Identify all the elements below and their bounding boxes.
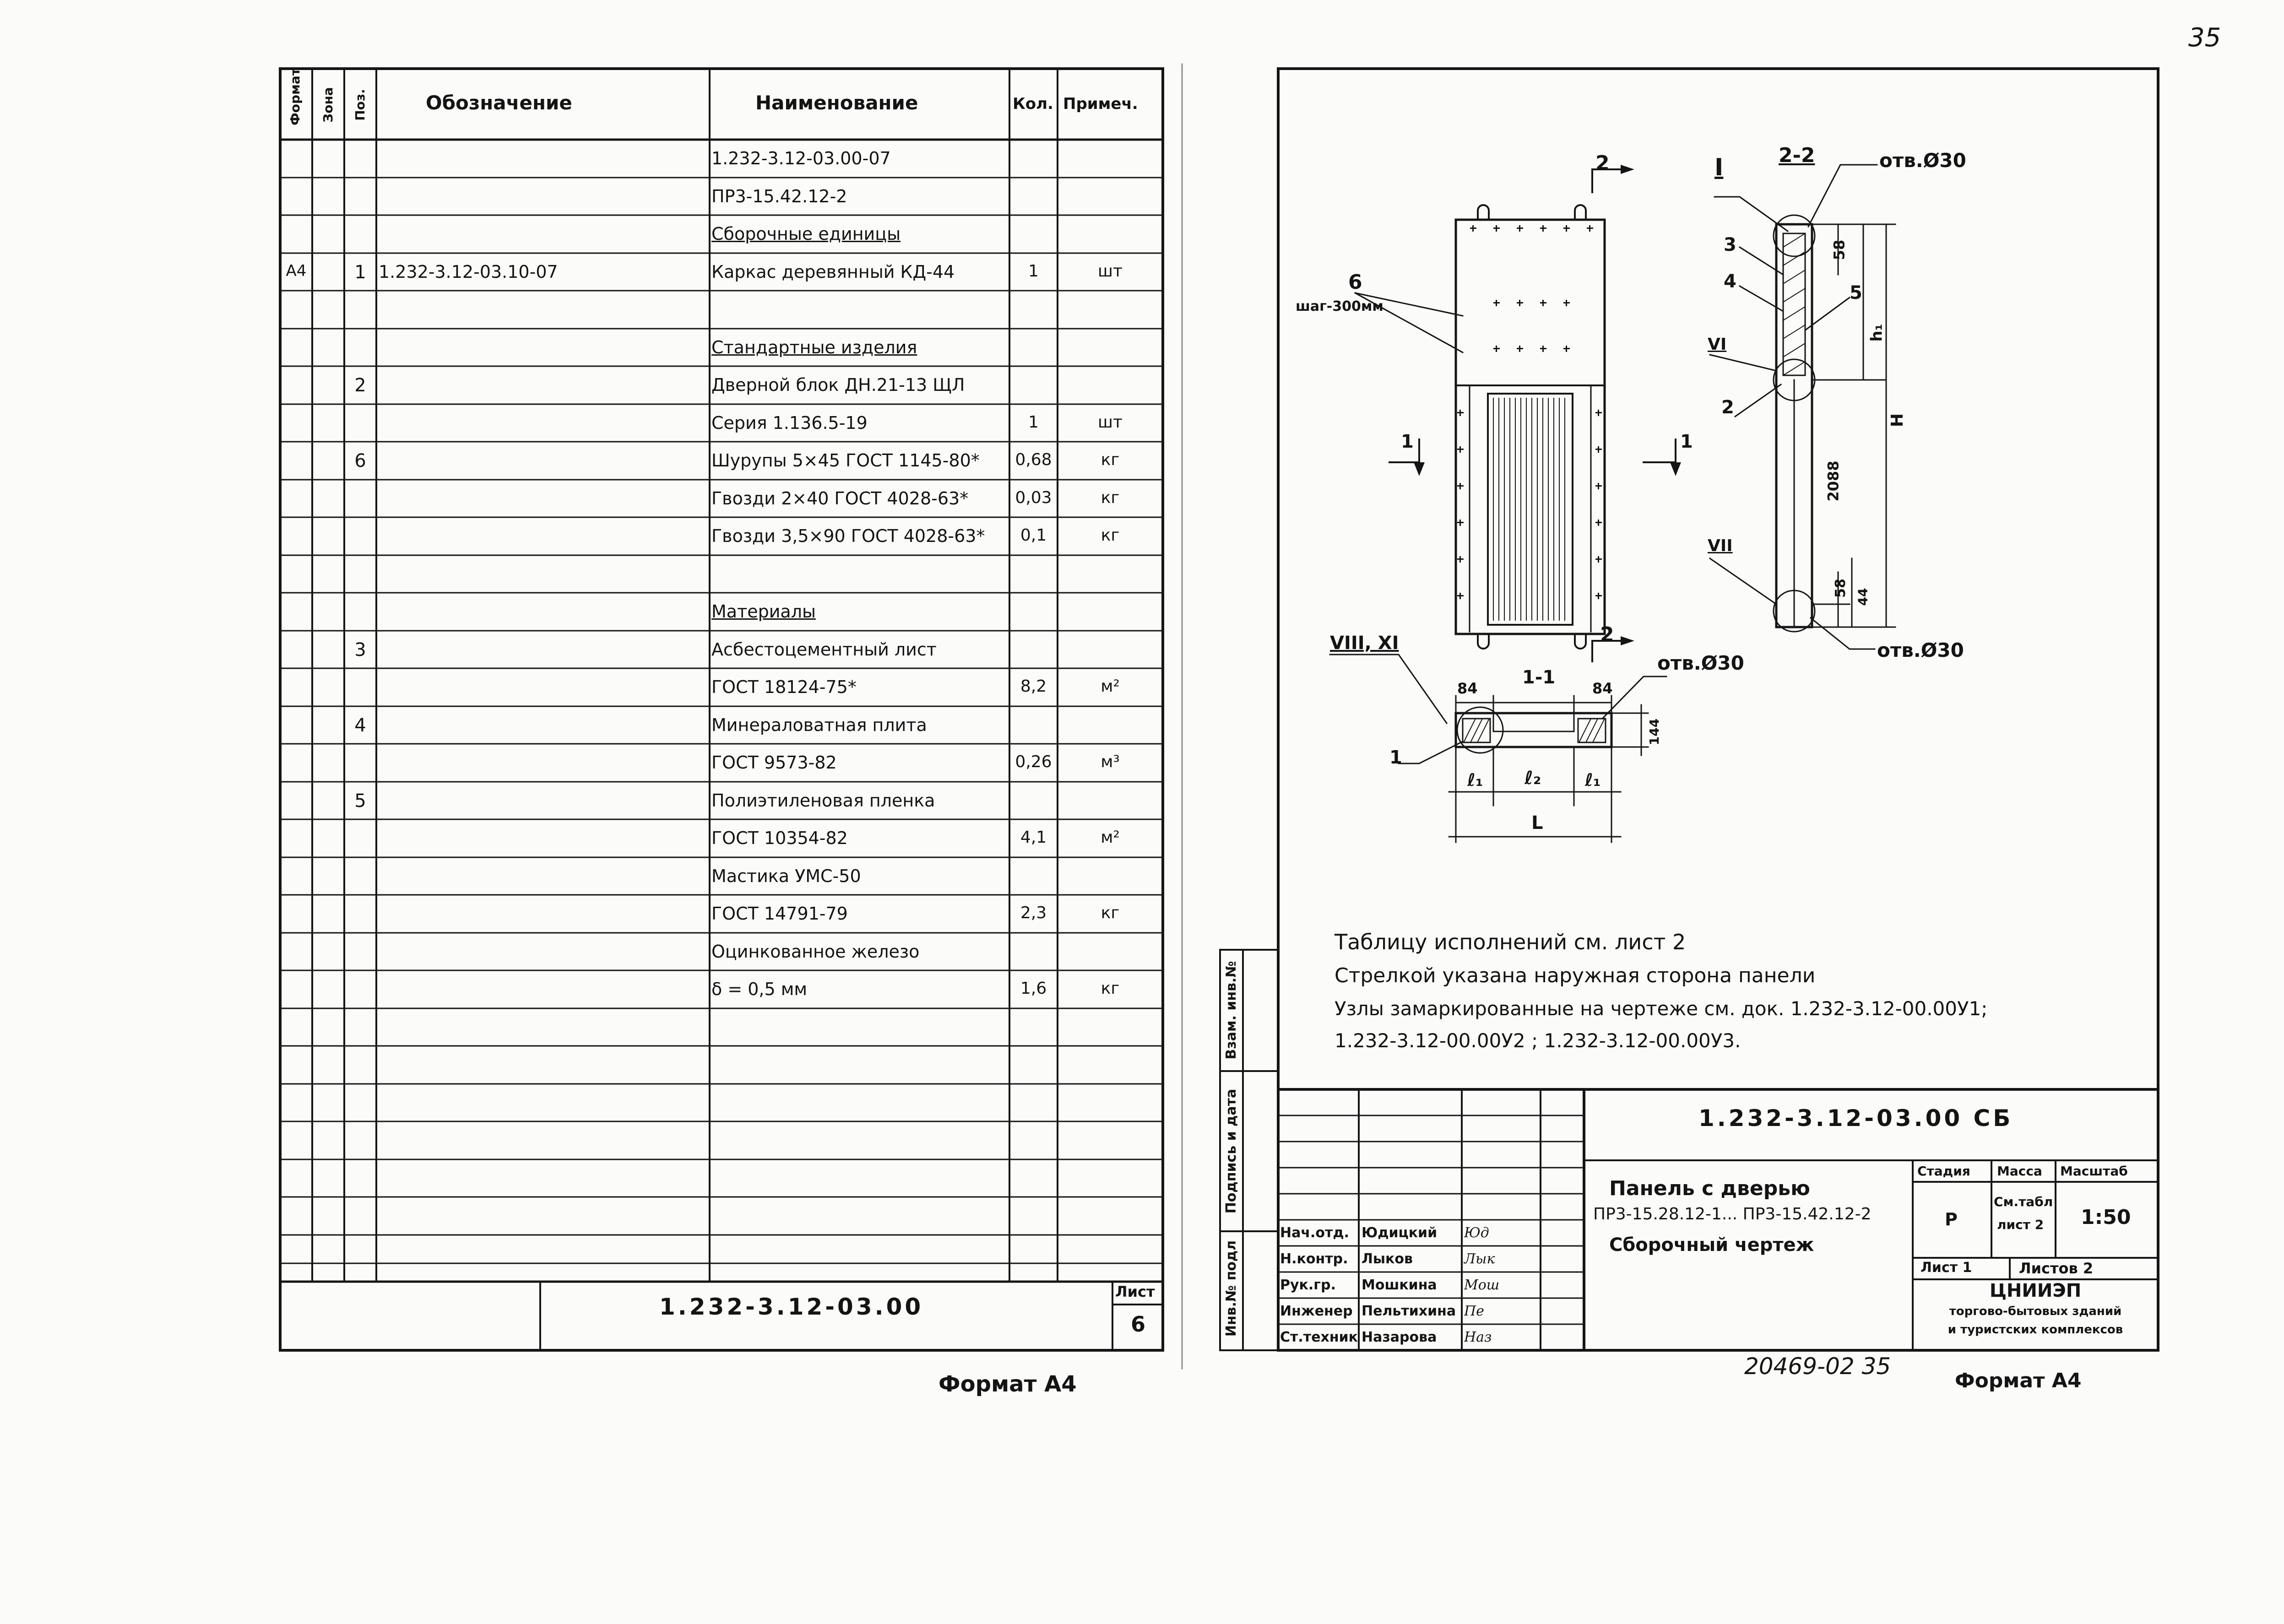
spec-cell-pos: 5 bbox=[354, 790, 366, 812]
dim-l1-left: ℓ₁ bbox=[1467, 770, 1483, 790]
label-node-VI: VI bbox=[1708, 335, 1727, 354]
spec-cell-name: Стандартные изделия bbox=[711, 337, 917, 357]
header-zone: Зона bbox=[320, 87, 336, 123]
right-format-label: Формат А4 bbox=[1955, 1369, 2082, 1392]
spec-cell-name: Мастика УМС-50 bbox=[711, 866, 861, 886]
spec-cell-note: кг bbox=[1101, 450, 1120, 469]
signature-role: Н.контр. bbox=[1280, 1251, 1348, 1267]
spec-cell-name: ПР3-15.42.12-2 bbox=[711, 186, 847, 206]
side-stamp-sign-date: Подпись и дата bbox=[1223, 1088, 1239, 1214]
fastener-marks bbox=[1457, 225, 1602, 599]
spec-cell-pos: 6 bbox=[354, 450, 366, 471]
spec-cell-qty: 4,1 bbox=[1020, 828, 1047, 847]
label-pos-3: 3 bbox=[1724, 234, 1736, 255]
spec-cell-name: Оцинкованное железо bbox=[711, 941, 920, 962]
spec-cell-note: шт bbox=[1098, 412, 1123, 432]
org-name: ЦНИИЭП bbox=[1989, 1280, 2082, 1301]
mass-value-line-1: См.табл bbox=[1994, 1194, 2053, 1209]
spec-cell-qty: 2,3 bbox=[1020, 904, 1047, 922]
header-designation: Обозначение bbox=[426, 92, 572, 114]
title-line-3: Сборочный чертеж bbox=[1609, 1234, 1814, 1256]
spec-cell-qty: 8,2 bbox=[1020, 677, 1047, 696]
scale-value: 1:50 bbox=[2081, 1206, 2131, 1229]
label-pos-6: 6 bbox=[1348, 271, 1362, 294]
spec-cell-name: Серия 1.136.5-19 bbox=[711, 412, 868, 433]
spec-cell-qty: 1 bbox=[1028, 261, 1039, 281]
spec-cell-qty: 1 bbox=[1028, 412, 1039, 432]
spec-cell-pos: 1 bbox=[354, 261, 366, 283]
spec-cell-note: м³ bbox=[1101, 752, 1120, 771]
signature-name: Лыков bbox=[1362, 1251, 1413, 1267]
label-hole-section: отв.Ø30 bbox=[1657, 652, 1744, 674]
sheet-label: Лист 1 bbox=[1921, 1260, 1972, 1276]
note-3: Узлы замаркированные на чертеже см. док. 1.232-3.12-00.00У1; bbox=[1335, 997, 1988, 1020]
spec-cell-format: А4 bbox=[286, 261, 307, 280]
spec-cell-qty: 1,6 bbox=[1020, 979, 1047, 998]
dim-l1-right: ℓ₁ bbox=[1585, 770, 1601, 790]
header-pos: Поз. bbox=[353, 89, 368, 121]
dim-44: 44 bbox=[1855, 588, 1871, 606]
dim-2088: 2088 bbox=[1824, 460, 1842, 502]
spec-cell-qty: 0,68 bbox=[1015, 450, 1052, 469]
spec-cell-qty: 0,26 bbox=[1015, 752, 1052, 771]
spec-cell-note: м² bbox=[1101, 677, 1120, 696]
dim-H: H bbox=[1888, 413, 1907, 428]
spec-cell-designation: 1.232-3.12-03.10-07 bbox=[379, 261, 558, 282]
label-section-2-bottom: 2 bbox=[1600, 623, 1614, 646]
stage-label: Стадия bbox=[1917, 1164, 1970, 1179]
label-pos-4: 4 bbox=[1724, 271, 1736, 292]
spec-cell-note: шт bbox=[1098, 261, 1123, 281]
mass-label: Масса bbox=[1997, 1164, 2042, 1179]
spec-cell-note: кг bbox=[1101, 488, 1120, 507]
dim-l2: ℓ₂ bbox=[1524, 768, 1541, 789]
left-stamp-sheet-label: Лист bbox=[1115, 1283, 1155, 1300]
spec-cell-note: м² bbox=[1101, 828, 1120, 847]
spec-cell-qty: 0,1 bbox=[1020, 526, 1047, 545]
dim-L: L bbox=[1531, 812, 1543, 834]
spec-cell-name: Дверной блок ДН.21-13 ЩЛ bbox=[711, 375, 965, 395]
header-format: Формат bbox=[288, 68, 303, 125]
signature-role: Рук.гр. bbox=[1280, 1277, 1336, 1293]
label-node-VII: VII bbox=[1708, 536, 1733, 555]
signature-sign: Юд bbox=[1464, 1225, 1489, 1241]
signature-sign: Наз bbox=[1464, 1329, 1492, 1345]
spec-cell-name: 1.232-3.12-03.00-07 bbox=[711, 148, 891, 168]
label-step: шаг-300мм bbox=[1296, 298, 1383, 314]
side-stamp-inv-podl: Инв.№ подл bbox=[1223, 1240, 1239, 1337]
spec-cell-name: ГОСТ 9573-82 bbox=[711, 752, 837, 773]
org-line-1: торгово-бытовых зданий bbox=[1949, 1305, 2122, 1318]
spec-cell-name: Каркас деревянный КД-44 bbox=[711, 261, 955, 282]
sheets-label: Листов 2 bbox=[2019, 1260, 2094, 1277]
header-note: Примеч. bbox=[1063, 95, 1138, 113]
title-block-code: 1.232-3.12-03.00 СБ bbox=[1698, 1105, 2013, 1131]
header-name: Наименование bbox=[755, 92, 918, 114]
dim-144: 144 bbox=[1647, 718, 1662, 746]
spec-cell-name: ГОСТ 10354-82 bbox=[711, 828, 848, 848]
dim-84-right: 84 bbox=[1592, 680, 1613, 697]
signature-name: Юдицкий bbox=[1362, 1225, 1438, 1241]
signature-sign: Пе bbox=[1464, 1303, 1484, 1319]
signature-name: Пельтихина bbox=[1362, 1303, 1456, 1319]
title-line-1: Панель с дверью bbox=[1609, 1177, 1810, 1200]
label-pos-5: 5 bbox=[1850, 282, 1862, 303]
stage-value: Р bbox=[1945, 1209, 1958, 1229]
signature-name: Назарова bbox=[1362, 1329, 1437, 1345]
spec-cell-name: Сборочные единицы bbox=[711, 224, 901, 244]
dim-84-left: 84 bbox=[1457, 680, 1478, 697]
spec-cell-pos: 2 bbox=[354, 375, 366, 396]
spec-cell-note: кг bbox=[1101, 904, 1120, 922]
note-1: Таблицу исполнений см. лист 2 bbox=[1335, 930, 1686, 954]
label-hole-top: отв.Ø30 bbox=[1879, 149, 1966, 172]
label-section-2: 2 bbox=[1595, 152, 1610, 175]
spec-cell-name: Полиэтиленовая пленка bbox=[711, 790, 935, 811]
label-section-1-right: 1 bbox=[1680, 431, 1693, 452]
corner-page-mark: 35 bbox=[2188, 23, 2221, 53]
mass-value-line-2: лист 2 bbox=[1997, 1217, 2044, 1232]
spec-cell-name: Материалы bbox=[711, 601, 816, 622]
spec-cell-pos: 3 bbox=[354, 639, 366, 660]
label-nodes-VIII-XI: VIII, XI bbox=[1330, 633, 1399, 654]
label-hole-bottom: отв.Ø30 bbox=[1877, 639, 1964, 661]
label-node-I: I bbox=[1714, 154, 1724, 181]
signature-role: Инженер bbox=[1280, 1303, 1353, 1319]
spec-cell-name: Гвозди 2×40 ГОСТ 4028-63* bbox=[711, 488, 969, 509]
spec-cell-name: δ = 0,5 мм bbox=[711, 979, 808, 999]
spec-cell-name: ГОСТ 14791-79 bbox=[711, 904, 848, 924]
spec-cell-name: Шурупы 5×45 ГОСТ 1145-80* bbox=[711, 450, 980, 471]
spec-cell-name: Минераловатная плита bbox=[711, 715, 927, 735]
org-line-2: и туристских комплексов bbox=[1948, 1323, 2123, 1337]
spec-cell-note: кг bbox=[1101, 979, 1120, 998]
spec-cell-name: Асбестоцементный лист bbox=[711, 639, 937, 660]
spec-cell-name: Гвозди 3,5×90 ГОСТ 4028-63* bbox=[711, 526, 985, 546]
spec-table-rows bbox=[280, 140, 1163, 1009]
signature-role: Нач.отд. bbox=[1280, 1225, 1349, 1241]
scale-label: Масштаб bbox=[2060, 1164, 2128, 1179]
left-stamp-designation: 1.232-3.12-03.00 bbox=[659, 1294, 924, 1320]
label-view-2-2: 2-2 bbox=[1779, 144, 1815, 167]
left-stamp-sheet-number: 6 bbox=[1131, 1312, 1146, 1337]
left-format-label: Формат А4 bbox=[939, 1371, 1077, 1397]
signature-sign: Мош bbox=[1464, 1277, 1500, 1293]
note-4: 1.232-3.12-00.00У2 ; 1.232-3.12-00.00У3. bbox=[1335, 1029, 1741, 1052]
spec-cell-qty: 0,03 bbox=[1015, 488, 1052, 507]
label-section-1-left: 1 bbox=[1401, 431, 1414, 452]
side-stamp-vzam-inv: Взам. инв.№ bbox=[1223, 961, 1239, 1060]
note-2: Стрелкой указана наружная сторона панели bbox=[1335, 964, 1816, 987]
dim-58-bottom: 58 bbox=[1832, 579, 1849, 598]
label-pos-2: 2 bbox=[1721, 397, 1734, 418]
spec-cell-name: ГОСТ 18124-75* bbox=[711, 677, 857, 697]
label-pos-1: 1 bbox=[1389, 747, 1402, 768]
dim-58-top: 58 bbox=[1830, 239, 1848, 260]
spec-cell-pos: 4 bbox=[354, 715, 366, 736]
spec-cell-note: кг bbox=[1101, 526, 1120, 545]
signature-name: Мошкина bbox=[1362, 1277, 1437, 1293]
signature-rows bbox=[1278, 1220, 1584, 1350]
header-qty: Кол. bbox=[1013, 95, 1053, 113]
title-line-2: ПР3-15.28.12-1... ПР3-15.42.12-2 bbox=[1593, 1205, 1872, 1223]
signature-sign: Лык bbox=[1464, 1251, 1495, 1267]
label-section-1-1: 1-1 bbox=[1522, 667, 1556, 688]
dim-h1: h₁ bbox=[1867, 324, 1886, 342]
archive-number: 20469-02 35 bbox=[1744, 1353, 1891, 1380]
signature-role: Ст.техник bbox=[1280, 1329, 1358, 1345]
